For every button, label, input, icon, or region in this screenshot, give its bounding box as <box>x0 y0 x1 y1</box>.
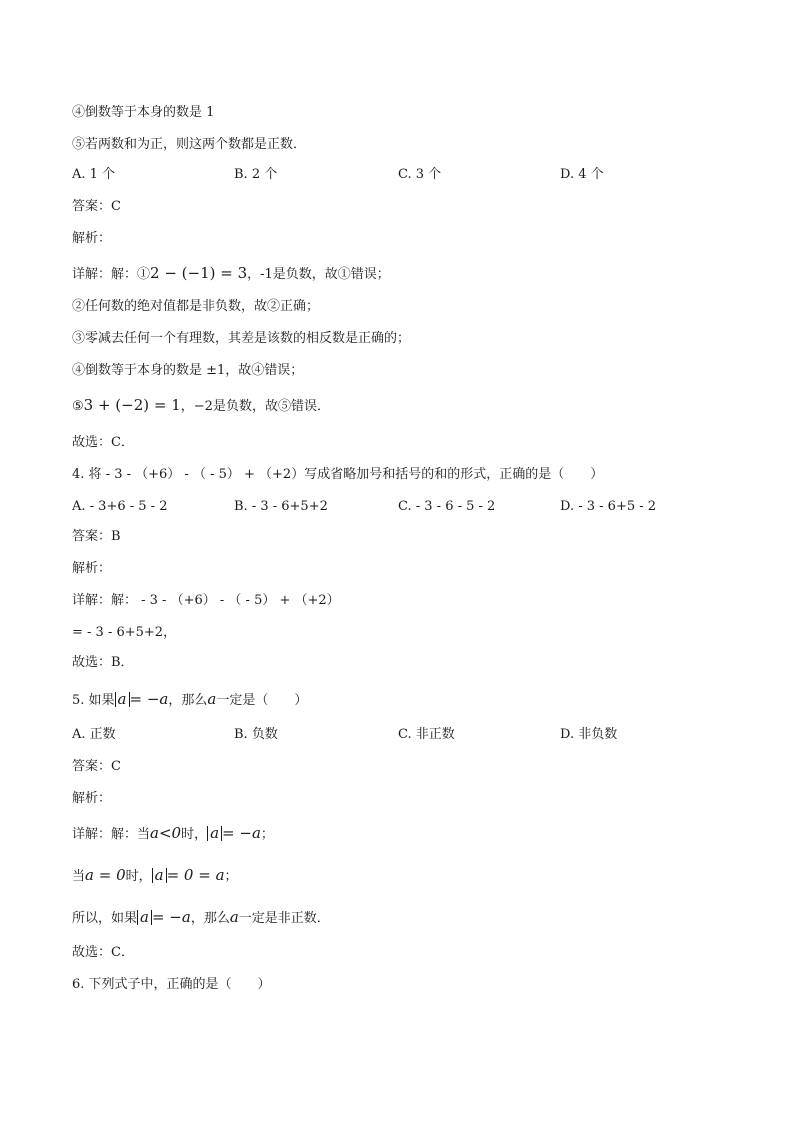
q5-detail-3-abs: a <box>137 910 152 925</box>
q4-option-d: D. - 3 - 6+5 - 2 <box>560 499 657 514</box>
statement-4: ④倒数等于本身的数是 1 <box>72 105 215 120</box>
question-6: 6. 下列式子中，正确的是（ ） <box>72 977 271 992</box>
q5-detail-1-abs: a <box>207 826 222 841</box>
question-5 <box>72 690 307 710</box>
q5-detail-1-condition: a<0 <box>150 824 182 842</box>
q5-detail-2 <box>72 866 238 886</box>
q4-answer: 答案：B <box>72 529 121 544</box>
q3-detail-2: ②任何数的绝对值都是非负数，故②正确； <box>72 299 320 314</box>
question-4: 4. 将 - 3 - （+6） - （ - 5） + （+2）写成省略加号和括号的和的形式，正确的是（ ） <box>72 467 604 482</box>
q5-detail-2-prefix: 当 <box>72 869 86 884</box>
q4-conclusion: 故选：B． <box>72 655 134 670</box>
q5-detail-3-prefix: 所以，如果 <box>72 911 138 926</box>
q3-option-c: C. 3 个 <box>398 167 442 182</box>
q3-detail-1-prefix: 详解：解：① <box>72 267 151 282</box>
q5-detail-3 <box>72 908 330 928</box>
q5-detail-1-eq: = −a <box>222 824 261 842</box>
q5-variable: a <box>207 690 217 708</box>
q3-option-d: D. 4 个 <box>560 167 604 182</box>
q5-detail-1-mid: 时， <box>181 827 208 842</box>
q3-analysis-label: 解析： <box>72 231 112 246</box>
q5-detail-2-condition: a = 0 <box>85 866 126 884</box>
statement-5: ⑤若两数和为正，则这两个数都是正数． <box>72 137 307 152</box>
q5-detail-1 <box>72 824 274 844</box>
q5-detail-3-end: 一定是非正数． <box>238 911 330 926</box>
q5-detail-3-mid: ，那么 <box>190 911 230 926</box>
q3-detail-5-prefix: ⑤ <box>72 399 84 414</box>
q4-option-c: C. - 3 - 6 - 5 - 2 <box>398 499 496 514</box>
q3-detail-1-suffix: ，-1是负数，故①错误； <box>247 267 390 282</box>
q3-conclusion: 故选：C． <box>72 435 134 450</box>
q4-detail-1: 详解：解： - 3 - （+6） - （ - 5） + （+2） <box>72 593 340 608</box>
q4-analysis-label: 解析： <box>72 561 112 576</box>
q3-answer: 答案：C <box>72 199 121 214</box>
q5-prefix: 5. 如果 <box>72 693 115 708</box>
q3-option-a: A. 1 个 <box>72 167 116 182</box>
q3-detail-4: ④倒数等于本身的数是 ±1，故④错误； <box>72 363 304 378</box>
q4-option-a: A. - 3+6 - 5 - 2 <box>72 499 168 514</box>
q3-detail-5-suffix: ，−2是负数，故⑤错误． <box>180 399 330 414</box>
q3-detail-1-formula: 2 − (−1) = 3 <box>150 264 248 282</box>
q5-detail-3-eq: = −a <box>151 908 191 926</box>
q5-option-b: B. 负数 <box>234 727 278 742</box>
q5-answer: 答案：C <box>72 759 121 774</box>
q3-option-b: B. 2 个 <box>234 167 278 182</box>
q3-detail-3: ③零减去任何一个有理数，其差是该数的相反数是正确的； <box>72 331 411 346</box>
q5-option-d: D. 非负数 <box>560 727 618 742</box>
q3-detail-5 <box>72 396 330 416</box>
q5-equation: = −a <box>129 690 169 708</box>
q5-detail-2-eq: = 0 = a <box>166 866 225 884</box>
q3-detail-1 <box>72 264 390 284</box>
q5-detail-1-end: ； <box>260 827 274 842</box>
q5-middle: ，那么 <box>168 693 208 708</box>
q4-detail-2: = - 3 - 6+5+2， <box>72 625 177 640</box>
q5-option-c: C. 非正数 <box>398 727 455 742</box>
q5-detail-2-end: ； <box>224 869 238 884</box>
q5-abs-value: a <box>115 692 130 707</box>
q5-detail-2-mid: 时， <box>125 869 152 884</box>
q5-detail-2-abs: a <box>152 868 167 883</box>
q5-suffix: 一定是（ ） <box>216 693 308 708</box>
q4-option-b: B. - 3 - 6+5+2 <box>234 499 328 514</box>
q5-analysis-label: 解析： <box>72 791 112 806</box>
q5-detail-3-variable: a <box>229 908 239 926</box>
q3-detail-5-formula: 3 + (−2) = 1 <box>83 396 181 414</box>
q5-option-a: A. 正数 <box>72 727 116 742</box>
q5-detail-1-prefix: 详解：解：当 <box>72 827 151 842</box>
q5-conclusion: 故选：C． <box>72 945 134 960</box>
